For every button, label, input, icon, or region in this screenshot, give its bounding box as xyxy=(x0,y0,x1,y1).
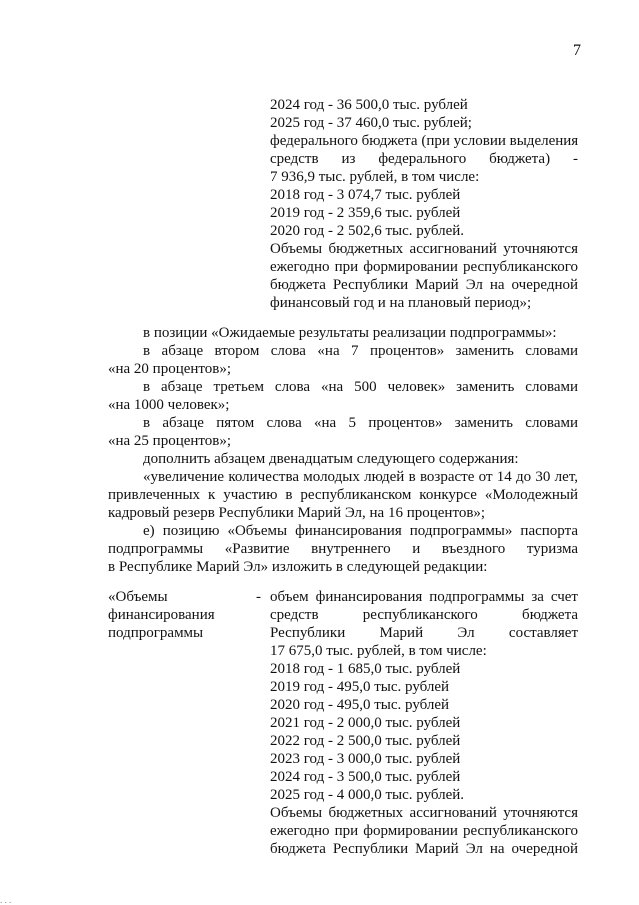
block1-line: ежегодно при формировании республиканского xyxy=(270,259,578,275)
block1-line: 2019 год - 2 359,6 тыс. рублей xyxy=(270,205,461,221)
table-label-line: финансирования xyxy=(108,607,215,623)
body-line: в абзаце втором слова «на 7 процентов» заменить словами xyxy=(143,343,578,359)
table-text-line: ежегодно при формировании республиканского xyxy=(270,823,578,839)
table-text-line: 2021 год - 2 000,0 тыс. рублей xyxy=(270,715,461,731)
body-line: в абзаце третьем слова «на 500 человек» заменить словами xyxy=(143,379,578,395)
table-label-line: подпрограммы xyxy=(108,625,204,641)
body-line: «на 1000 человек»; xyxy=(108,397,230,413)
block1-line: бюджета Республики Марий Эл на очередной xyxy=(270,277,578,293)
table-dash: - xyxy=(256,589,261,605)
table-text-line: объем финансирования подпрограммы за счет xyxy=(270,589,578,605)
body-line: е) позицию «Объемы финансирования подпрограммы» паспорта xyxy=(143,523,578,539)
body-line: «увеличение количества молодых людей в возрасте от 14 до 30 лет, xyxy=(143,469,578,485)
table-text-line: 2018 год - 1 685,0 тыс. рублей xyxy=(270,661,461,677)
body-line: в Республике Марий Эл» изложить в следующей редакции: xyxy=(108,559,488,575)
body-line: «на 20 процентов»; xyxy=(108,361,232,377)
margin-mark: . . . xyxy=(0,895,12,905)
table-text-line: 2023 год - 3 000,0 тыс. рублей xyxy=(270,751,461,767)
table-text-line: 17 675,0 тыс. рублей, в том числе: xyxy=(270,643,487,659)
block1-line: финансовый год и на плановый период»; xyxy=(270,295,532,311)
table-text-line: 2022 год - 2 500,0 тыс. рублей xyxy=(270,733,461,749)
table-text-line: Республики Марий Эл составляет xyxy=(270,625,578,641)
table-text-line: 2020 год - 495,0 тыс. рублей xyxy=(270,697,450,713)
table-text-line: средств республиканского бюджета xyxy=(270,607,578,623)
table-text-line: 2019 год - 495,0 тыс. рублей xyxy=(270,679,450,695)
block1-line: федерального бюджета (при условии выделения xyxy=(270,133,579,149)
table-text-line: 2024 год - 3 500,0 тыс. рублей xyxy=(270,769,461,785)
block1-line: 2025 год - 37 460,0 тыс. рублей; xyxy=(270,115,472,131)
table-label-line: «Объемы xyxy=(108,589,168,605)
block1-line: средств из федерального бюджета) - xyxy=(270,151,578,167)
table-text-line: Объемы бюджетных ассигнований уточняются xyxy=(270,805,578,821)
body-line: в абзаце пятом слова «на 5 процентов» заменить словами xyxy=(143,415,578,431)
body-line: в позиции «Ожидаемые результаты реализации подпрограммы»: xyxy=(143,325,557,341)
block1-line: Объемы бюджетных ассигнований уточняются xyxy=(270,241,578,257)
table-text-line: бюджета Республики Марий Эл на очередной xyxy=(270,841,578,857)
block1-line: 2020 год - 2 502,6 тыс. рублей. xyxy=(270,223,465,239)
body-line: дополнить абзацем двенадцатым следующего содержания: xyxy=(143,451,519,467)
body-line: кадровый резерв Республики Марий Эл, на 16 процентов»; xyxy=(108,505,486,521)
block1-line: 2018 год - 3 074,7 тыс. рублей xyxy=(270,187,461,203)
block1-line: 7 936,9 тыс. рублей, в том числе: xyxy=(270,169,480,185)
table-text-line: 2025 год - 4 000,0 тыс. рублей. xyxy=(270,787,465,803)
body-line: привлеченных к участию в республиканском конкурсе «Молодежный xyxy=(108,487,578,503)
body-line: «на 25 процентов»; xyxy=(108,433,232,449)
block1-line: 2024 год - 36 500,0 тыс. рублей xyxy=(270,97,468,113)
body-line: подпрограммы «Развитие внутреннего и въездного туризма xyxy=(108,541,578,557)
page-number: 7 xyxy=(573,42,581,59)
